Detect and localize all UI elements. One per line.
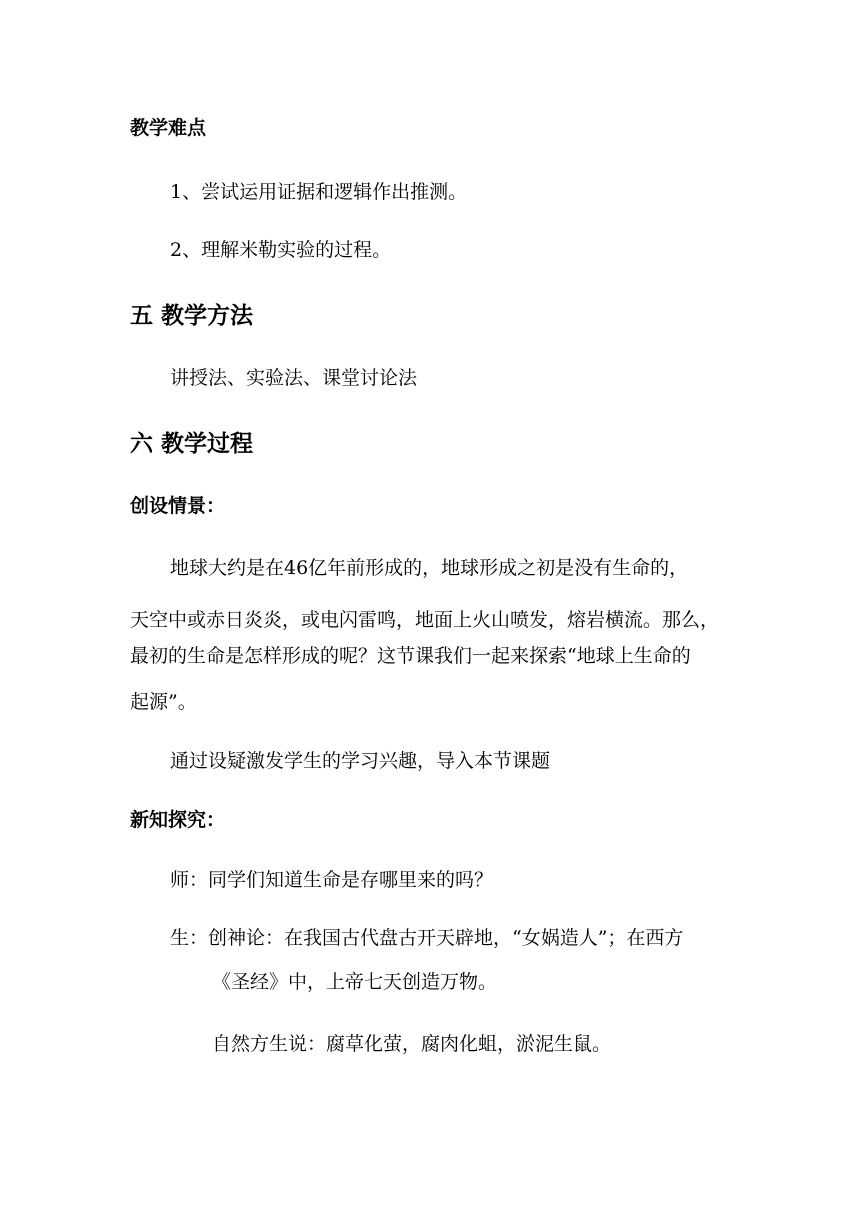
scene-note: 通过设疑激发学生的学习兴趣，导入本节课题 bbox=[170, 750, 551, 772]
teaching-difficulty-heading: 教学难点 bbox=[130, 117, 207, 139]
scene-paragraph-line-1: 地球大约是在46亿年前形成的，地球形成之初是没有生命的， bbox=[170, 557, 689, 579]
section-five-heading: 五 教学方法 bbox=[130, 303, 254, 329]
inquiry-heading: 新知探究： bbox=[130, 809, 226, 831]
scene-paragraph-line-4: 起源”。 bbox=[130, 691, 197, 713]
student-answer-line-1: 生：创神论：在我国古代盘古开天辟地，“女娲造人”；在西方 bbox=[170, 927, 684, 949]
section-six-heading: 六 教学过程 bbox=[130, 431, 254, 457]
difficulty-item-1: 1、尝试运用证据和逻辑作出推测。 bbox=[170, 181, 468, 203]
student-answer-line-2: 《圣经》中，上帝七天创造万物。 bbox=[212, 971, 498, 993]
teaching-methods-text: 讲授法、实验法、课堂讨论法 bbox=[170, 367, 418, 389]
student-answer-line-3: 自然方生说：腐草化萤，腐肉化蛆，淤泥生鼠。 bbox=[212, 1033, 612, 1055]
teacher-question: 师：同学们知道生命是存哪里来的吗？ bbox=[170, 869, 494, 891]
difficulty-item-2: 2、理解米勒实验的过程。 bbox=[170, 239, 392, 261]
scene-paragraph-line-2: 天空中或赤日炎炎，或电闪雷鸣，地面上火山喷发，熔岩横流。那么， bbox=[130, 609, 720, 631]
scene-paragraph-line-3: 最初的生命是怎样形成的呢？这节课我们一起来探索“地球上生命的 bbox=[130, 645, 691, 667]
scene-heading: 创设情景： bbox=[130, 495, 226, 517]
